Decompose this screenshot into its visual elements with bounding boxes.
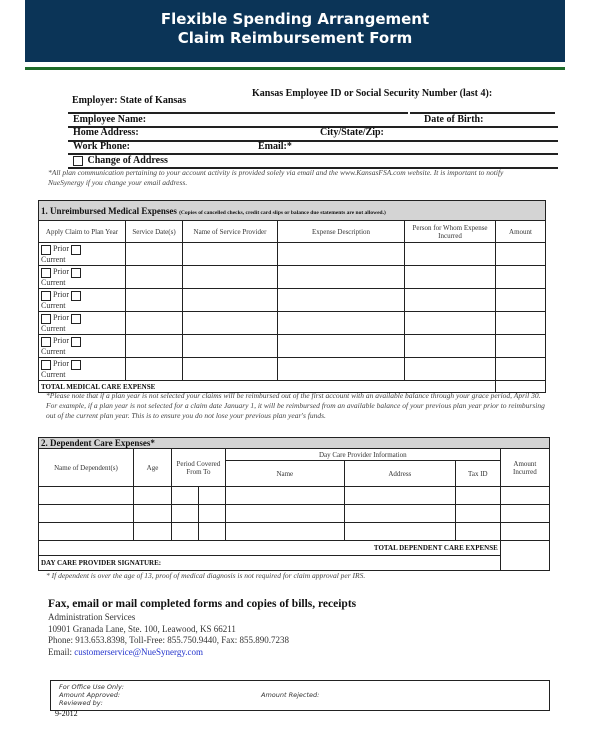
total-medical-label: TOTAL MEDICAL CARE EXPENSE [39, 381, 496, 393]
input-cell[interactable] [496, 266, 546, 289]
plan-year-cell [39, 358, 126, 381]
input-cell[interactable] [455, 487, 500, 505]
current-label: Current [41, 300, 66, 310]
prior-checkbox[interactable] [41, 360, 51, 370]
plan-year-cell [39, 289, 126, 312]
col-provider-name: Name [225, 461, 344, 487]
table-row [39, 358, 546, 381]
medical-expenses-table [38, 200, 546, 393]
input-cell[interactable] [500, 487, 549, 505]
plan-year-cell [39, 335, 126, 358]
input-cell[interactable] [405, 266, 496, 289]
table-row [39, 523, 550, 541]
prior-checkbox[interactable] [41, 268, 51, 278]
input-cell[interactable] [344, 505, 455, 523]
version: 9-2012 [55, 709, 78, 718]
input-cell[interactable] [405, 335, 496, 358]
prior-checkbox[interactable] [41, 291, 51, 301]
input-cell[interactable] [39, 523, 134, 541]
current-label: Current [41, 369, 66, 379]
input-cell[interactable] [126, 266, 183, 289]
current-label: Current [41, 277, 66, 287]
plan-year-cell [39, 243, 126, 266]
amount-approved: Amount Approved: [59, 691, 121, 699]
work-phone-field[interactable]: Work Phone: [73, 141, 130, 152]
phone: Phone: 913.653.8398, Toll-Free: 855.750.9440, Fax: 855.890.7238 [48, 635, 289, 645]
input-cell[interactable] [405, 358, 496, 381]
input-cell[interactable] [134, 505, 172, 523]
input-cell[interactable] [278, 266, 405, 289]
input-cell[interactable] [126, 335, 183, 358]
change-address-checkbox[interactable] [73, 155, 168, 166]
prior-label: Prior [53, 290, 69, 300]
table-row [39, 266, 546, 289]
city-state-zip-field[interactable]: City/State/Zip: [320, 127, 384, 138]
input-cell[interactable] [183, 312, 278, 335]
input-cell[interactable] [405, 312, 496, 335]
email-note: *All plan communication pertaining to your account activity is provided solely via email and the www.KansasFSA.com website. It is important to notify NueSynergy if you change your email address. [48, 168, 504, 187]
col-provider-info: Day Care Provider Information [225, 449, 500, 461]
input-cell[interactable] [496, 335, 546, 358]
current-checkbox[interactable] [71, 314, 81, 324]
office-use-box [50, 680, 550, 711]
input-cell[interactable] [278, 312, 405, 335]
input-cell[interactable] [278, 335, 405, 358]
plan-year-note: *Please note that if a plan year is not selected your claims will be reimbursed out of the first account with an available balance through your grace period, April 30. For example, if a plan year is not selected for a claim date January 1, it will be reimbursed from an available balance of your previous plan year prior to reimbursing out of the current plan year. This is to ensure you do not lose your previous plan year's funds. [46, 391, 545, 420]
section1-subtitle: (Copies of cancelled checks, credit card slips or balance due statements are not allowed.) [179, 209, 386, 216]
input-cell[interactable] [278, 358, 405, 381]
email-field[interactable]: Email:* [258, 141, 292, 152]
input-cell[interactable] [172, 487, 199, 505]
input-cell[interactable] [496, 312, 546, 335]
total-dependent-label: TOTAL DEPENDENT CARE EXPENSE [39, 541, 501, 556]
org: Administration Services [48, 612, 136, 622]
input-cell[interactable] [344, 487, 455, 505]
prior-label: Prior [53, 267, 69, 277]
table-row [39, 505, 550, 523]
current-checkbox[interactable] [71, 337, 81, 347]
prior-checkbox[interactable] [41, 314, 51, 324]
col-service-date: Service Date(s) [126, 221, 183, 243]
col-amount: Amount [496, 221, 546, 243]
input-cell[interactable] [344, 523, 455, 541]
input-cell[interactable] [183, 335, 278, 358]
input-cell[interactable] [496, 358, 546, 381]
total-dependent-amount[interactable] [500, 541, 549, 571]
table-row [39, 312, 546, 335]
title-line-2: Claim Reimbursement Form [177, 29, 413, 47]
home-address-field[interactable]: Home Address: [73, 127, 139, 138]
input-cell[interactable] [198, 505, 225, 523]
col-provider: Name of Service Provider [183, 221, 278, 243]
input-cell[interactable] [500, 505, 549, 523]
input-cell[interactable] [39, 487, 134, 505]
section2-header: 2. Dependent Care Expenses* [39, 438, 550, 449]
input-cell[interactable] [198, 487, 225, 505]
current-checkbox[interactable] [71, 245, 81, 255]
contact-block [48, 612, 289, 658]
input-cell[interactable] [172, 523, 199, 541]
input-cell[interactable] [496, 289, 546, 312]
input-cell[interactable] [496, 243, 546, 266]
input-cell[interactable] [183, 358, 278, 381]
input-cell[interactable] [405, 243, 496, 266]
col-period: Period Covered From To [172, 449, 226, 487]
plan-year-cell [39, 266, 126, 289]
section1-header [39, 201, 546, 221]
form-header [25, 0, 565, 62]
signature-field[interactable]: DAY CARE PROVIDER SIGNATURE: [39, 556, 501, 571]
reviewed-by: Reviewed by: [59, 699, 103, 707]
current-checkbox[interactable] [71, 291, 81, 301]
amount-rejected: Amount Rejected: [261, 691, 320, 699]
contact-heading: Fax, email or mail completed forms and copies of bills, receipts [48, 598, 357, 610]
section1-title: 1. Unreimbursed Medical Expenses [41, 205, 177, 216]
dependent-care-table [38, 437, 550, 571]
table-row [39, 289, 546, 312]
input-cell[interactable] [198, 523, 225, 541]
input-cell[interactable] [126, 289, 183, 312]
email-label: Email: [48, 646, 72, 657]
input-cell[interactable] [405, 289, 496, 312]
current-checkbox[interactable] [71, 360, 81, 370]
prior-label: Prior [53, 244, 69, 254]
prior-label: Prior [53, 359, 69, 369]
input-cell[interactable] [172, 505, 199, 523]
input-cell[interactable] [225, 487, 344, 505]
prior-label: Prior [53, 313, 69, 323]
table-row [39, 335, 546, 358]
col-age: Age [134, 449, 172, 487]
input-cell[interactable] [126, 312, 183, 335]
input-cell[interactable] [134, 523, 172, 541]
dob-field[interactable]: Date of Birth: [424, 114, 484, 125]
employee-id-label: Kansas Employee ID or Social Security Number (last 4): [252, 88, 493, 99]
table-row [39, 243, 546, 266]
input-cell[interactable] [134, 487, 172, 505]
col-person: Person for Whom Expense Incurred [405, 221, 496, 243]
input-cell[interactable] [225, 505, 344, 523]
col-plan-year: Apply Claim to Plan Year [39, 221, 126, 243]
email-link[interactable]: customerservice@NueSynergy.com [74, 646, 204, 657]
input-cell[interactable] [225, 523, 344, 541]
input-cell[interactable] [126, 358, 183, 381]
office-label: For Office Use Only: [59, 683, 124, 691]
checkbox[interactable] [73, 156, 83, 166]
col-provider-address: Address [344, 461, 455, 487]
change-address-label: Change of Address [87, 155, 168, 166]
divider [25, 67, 565, 70]
input-cell[interactable] [183, 266, 278, 289]
table-row [39, 487, 550, 505]
col-amount-incurred: Amount Incurred [500, 449, 549, 487]
plan-year-cell [39, 312, 126, 335]
employee-name-field[interactable]: Employee Name: [73, 114, 147, 125]
input-cell[interactable] [278, 289, 405, 312]
current-checkbox[interactable] [71, 268, 81, 278]
input-cell[interactable] [183, 289, 278, 312]
col-dependent-name: Name of Dependent(s) [39, 449, 134, 487]
title-line-1: Flexible Spending Arrangement [160, 10, 430, 28]
input-cell[interactable] [39, 505, 134, 523]
dependent-note: * If dependent is over the age of 13, proof of medical diagnosis is not required for claim approval per IRS. [46, 571, 366, 580]
input-cell[interactable] [126, 243, 183, 266]
current-label: Current [41, 346, 66, 356]
prior-label: Prior [53, 336, 69, 346]
current-label: Current [41, 254, 66, 264]
current-label: Current [41, 323, 66, 333]
input-cell[interactable] [500, 523, 549, 541]
address: 10901 Granada Lane, Ste. 100, Leawood, KS 66211 [48, 623, 236, 634]
col-tax-id: Tax ID [455, 461, 500, 487]
prior-checkbox[interactable] [41, 337, 51, 347]
input-cell[interactable] [183, 243, 278, 266]
employer-label: Employer: State of Kansas [72, 95, 187, 106]
input-cell[interactable] [455, 523, 500, 541]
input-cell[interactable] [278, 243, 405, 266]
col-description: Expense Description [278, 221, 405, 243]
prior-checkbox[interactable] [41, 245, 51, 255]
input-cell[interactable] [455, 505, 500, 523]
